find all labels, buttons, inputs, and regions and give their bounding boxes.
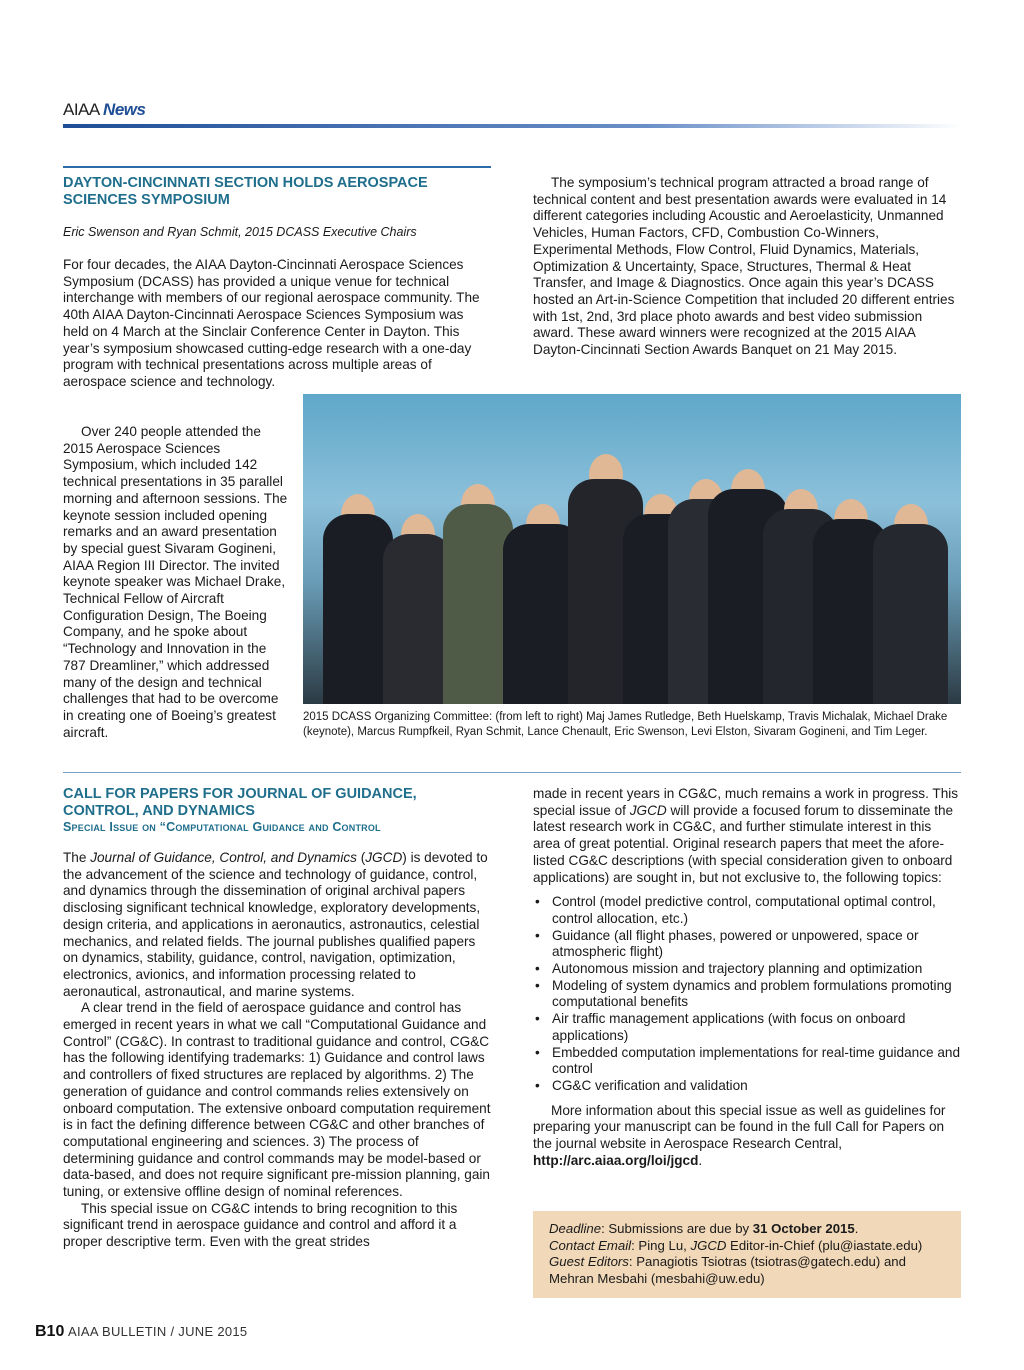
deadline-line [549,1221,945,1238]
topic-item: • Guidance (all flight phases, powered or unpowered, space or atmospheric flight) [533,928,961,961]
article1-byline: Eric Swenson and Ryan Schmit, 2015 DCASS Executive Chairs [63,225,417,239]
article2-para1 [63,850,493,1000]
article2-para5-text: More information about this special issue as well as guidelines for preparing your manuscript can be found in the full Call for Papers on the journal website in Aerospace Research Central, [533,1102,946,1152]
article1-para1-top [63,257,491,391]
article2-right-column [533,786,961,1169]
contact-text-b: Editor-in-Chief (plu@iastate.edu) [726,1237,923,1253]
deadline-text: : Submissions are due by [601,1221,753,1236]
contact-line [549,1238,945,1255]
article2-para3: This special issue on CG&C intends to bring recognition to this significant trend in aerospace guidance and control and afford it a proper descriptive term. Even with the great strides [63,1200,458,1250]
journal-abbr: JGCD [365,850,403,865]
article2-para5 [533,1103,961,1170]
header-bar [63,124,963,128]
editors-text: : Panagiotis Tsiotras (tsiotras@gatech.edu) and Mehran Mesbahi (mesbahi@uw.edu) [549,1254,906,1287]
deadline-date: 31 October 2015 [752,1221,855,1236]
editors-label: Guest Editors [549,1254,629,1270]
article2-subtitle: Special Issue on “Computational Guidance and Control [63,820,381,834]
topic-item: • Control (model predictive control, computational optimal control, control allocation, etc.) [533,894,961,927]
article2-left-column [63,850,493,1251]
article2-para4-a: made in recent years in CG&C, much remains a work in progress. This special issue of [533,786,959,818]
topic-item: • Autonomous mission and trajectory planning and optimization [533,961,961,978]
journal-abbr: JGCD [629,802,667,818]
article1-left-column [63,424,289,741]
article2-para4-b: will provide a focused forum to disseminate the latest research work in CG&C, and further stimulate interest in this area of great potential. Original research papers that meet the afore-listed CG&C descriptions (with special consideration given to onboard applications) are sought in, but not exclusive to, the following topics: [533,802,954,885]
journal-name: Journal of Guidance, Control, and Dynamics [90,850,357,865]
article1-rule [63,166,491,168]
article2-url-end: . [698,1152,703,1168]
topics-list [533,894,961,1094]
topic-item: • Air traffic management applications (with focus on onboard applications) [533,1011,961,1044]
article2-para1-c: ) is devoted to the advancement of the science and technology of guidance, control, and dynamics through the dissemination of original archival papers disclosing significant technical knowledge, exploratory developments, design criteria, and applications in aeronautics, astronautics, celestial mechanics, and related fields. The journal publishes qualified papers on dynamics, stability, guidance, control, navigation, optimization, electronics, avionics, and information processing related to aeronautical, astronautical, and marine systems. [63,850,488,999]
article2-para1-b: ( [356,850,366,865]
article1-para1 [63,257,491,391]
photo-person [873,474,948,704]
page-footer [35,1323,247,1341]
deadline-end: . [854,1221,859,1236]
article1-right-column [533,175,961,359]
journal-url[interactable]: http://arc.aiaa.org/loi/jgcd [533,1152,699,1168]
topic-item: • Modeling of system dynamics and problem formulations promoting computational benefits [533,978,961,1011]
committee-photo [303,394,961,704]
header-aiaa: AIAA [63,100,99,119]
article1-para2: Over 240 people attended the 2015 Aerospace Sciences Symposium, which included 142 technical presentations in 35 parallel morning and afternoon sessions. The keynote session included opening remarks and an award presentation by special guest Sivaram Gogineni, AIAA Region III Director. The invited keynote speaker was Michael Drake, Technical Fellow of Aircraft Configuration Design, The Boeing Company, and he spoke about “Technology and Innovation in the 787 Dreamliner,” which addressed many of the design and technical challenges that had to be overcome in creating one of Boeing’s greatest aircraft. [63,424,288,740]
publication-name: AIAA BULLETIN / JUNE 2015 [67,1324,248,1339]
article2-para1-a: The [63,850,91,865]
article2-para4 [533,786,961,886]
article2-title: CALL FOR PAPERS FOR JOURNAL OF GUIDANCE, CONTROL, AND DYNAMICS [63,786,417,819]
contact-abbr: JGCD [690,1237,727,1253]
page-number: B10 [35,1323,65,1340]
header-news: News [103,100,146,119]
editors-line [549,1254,945,1287]
article1-para1-text: For four decades, the AIAA Dayton-Cincinnati Aerospace Sciences Symposium (DCASS) has provided a unique venue for technical interchange with members of our regional aerospace community. The 40th AIAA Dayton-Cincinnati Aerospace Sciences Symposium was held on 4 March at the Sinclair Conference Center in Dayton. This year’s symposium showcased cutting-edge research with a one-day program with technical presentations across multiple areas of aerospace science and technology. [63,257,480,389]
deadline-label: Deadline [549,1221,602,1236]
section-header [63,100,145,120]
article2-para2: A clear trend in the field of aerospace guidance and control has emerged in recent years in what we call “Computational Guidance and Control” (CG&C). In contrast to traditional guidance and control, CG&C has the following identifying trademarks: 1) Guidance and control laws and controllers of fixed structures are replaced by algorithms. 2) The generation of guidance and control commands relies extensively on onboard computation. The extensive onboard computation requirement is in fact the defining difference between CG&C and other branches of computational engineering and sciences. 3) The process of determining guidance and control commands may be model-based or data-based, and does not require significant pre-mission planning, gain tuning, or extensive offline design of nominal references. [63,1000,491,1200]
photo-caption: 2015 DCASS Organizing Committee: (from left to right) Maj James Rutledge, Beth Huelskamp, Travis Michalak, Michael Drake (keynote), Marcus Rumpfkeil, Ryan Schmit, Lance Chenault, Eric Swenson, Levi Elston, Sivaram Gogineni, and Tim Leger. [303,711,948,738]
deadline-box [533,1211,961,1298]
article2-rule [63,772,961,773]
topic-item: • CG&C verification and validation [533,1078,961,1095]
article1-para3: The symposium’s technical program attracted a broad range of technical content and best presentation awards were evaluated in 14 different categories including Acoustic and Aeroelasticity, Unmanned Vehicles, Human Factors, CFD, Combustion Co-Winners, Experimental Methods, Flow Control, Fluid Dynamics, Materials, Optimization & Uncertainty, Space, Structures, Thermal & Heat Transfer, and Image & Diagnostics. Once again this year’s DCASS hosted an Art-in-Science Competition that included 20 different entries with 1st, 2nd, 3rd place photo awards and best video submission award. These award winners were recognized at the 2015 AIAA Dayton-Cincinnati Section Awards Banquet on 21 May 2015. [533,175,955,358]
contact-label: Contact Email [549,1237,632,1253]
contact-text-a: : Ping Lu, [631,1237,691,1253]
topic-item: • Embedded computation implementations for real-time guidance and control [533,1045,961,1078]
article1-title: DAYTON-CINCINNATI SECTION HOLDS AEROSPACE SCIENCES SYMPOSIUM [63,175,428,208]
